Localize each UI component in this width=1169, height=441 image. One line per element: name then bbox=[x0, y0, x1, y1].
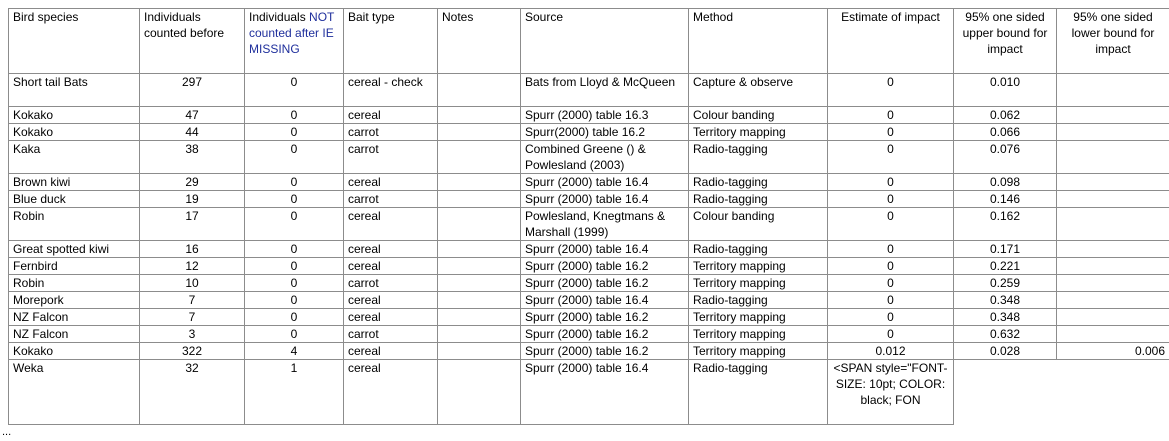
cell-estimate: 0 bbox=[828, 141, 954, 174]
cell-counted-before: 47 bbox=[140, 107, 245, 124]
cell-method: Territory mapping bbox=[689, 275, 828, 292]
cell-method: Territory mapping bbox=[689, 258, 828, 275]
cell-counted-before: 44 bbox=[140, 124, 245, 141]
cell-upper-bound: 0.098 bbox=[954, 174, 1057, 191]
header-upper-bound: 95% one sided upper bound for impact bbox=[954, 9, 1057, 74]
cell-species: NZ Falcon bbox=[9, 326, 140, 343]
cell-bait: cereal bbox=[344, 343, 438, 360]
cell-lower-bound bbox=[1057, 174, 1169, 191]
cell-lower-bound bbox=[1057, 191, 1169, 208]
cell-source: Combined Greene () & Powlesland (2003) bbox=[521, 141, 689, 174]
cell-lower-bound bbox=[1057, 326, 1169, 343]
cell-source: Powlesland, Knegtmans & Marshall (1999) bbox=[521, 208, 689, 241]
cell-upper-bound: 0.162 bbox=[954, 208, 1057, 241]
cell-not-counted: 0 bbox=[245, 309, 344, 326]
cell-species: Short tail Bats bbox=[9, 74, 140, 107]
cell-method: Radio-tagging bbox=[689, 360, 828, 425]
cell-lower-bound bbox=[1057, 74, 1169, 107]
cell-source: Spurr (2000) table 16.4 bbox=[521, 292, 689, 309]
cell-species: Kokako bbox=[9, 343, 140, 360]
table-row bbox=[9, 141, 1169, 174]
cell-method: Radio-tagging bbox=[689, 292, 828, 309]
cell-source: Spurr (2000) table 16.2 bbox=[521, 343, 689, 360]
cell-notes bbox=[438, 124, 521, 141]
cell-notes bbox=[438, 275, 521, 292]
cell-method: Colour banding bbox=[689, 107, 828, 124]
cell-bait: carrot bbox=[344, 141, 438, 174]
table-row bbox=[9, 174, 1169, 191]
cell-bait: cereal bbox=[344, 360, 438, 425]
cell-estimate: 0 bbox=[828, 241, 954, 258]
cell-notes bbox=[438, 292, 521, 309]
cell-estimate: 0 bbox=[828, 292, 954, 309]
table-row bbox=[9, 292, 1169, 309]
cell-species: Robin bbox=[9, 275, 140, 292]
cell-bait: cereal bbox=[344, 107, 438, 124]
cell-notes bbox=[438, 309, 521, 326]
cell-source: Spurr (2000) table 16.3 bbox=[521, 107, 689, 124]
header-estimate: Estimate of impact bbox=[828, 9, 954, 74]
cell-counted-before: 19 bbox=[140, 191, 245, 208]
cell-species: Blue duck bbox=[9, 191, 140, 208]
cell-method: Territory mapping bbox=[689, 326, 828, 343]
cell-lower-bound bbox=[1057, 107, 1169, 124]
cell-notes bbox=[438, 191, 521, 208]
cell-source: Spurr (2000) table 16.4 bbox=[521, 174, 689, 191]
cell-lower-bound bbox=[1057, 309, 1169, 326]
table-row bbox=[9, 326, 1169, 343]
cell-notes bbox=[438, 241, 521, 258]
header-source: Source bbox=[521, 9, 689, 74]
cell-not-counted: 0 bbox=[245, 107, 344, 124]
cell-notes bbox=[438, 141, 521, 174]
cell-upper-bound bbox=[954, 360, 1057, 425]
cell-lower-bound bbox=[1057, 292, 1169, 309]
cell-not-counted: 4 bbox=[245, 343, 344, 360]
cell-bait: carrot bbox=[344, 275, 438, 292]
cell-estimate: 0 bbox=[828, 174, 954, 191]
cell-upper-bound: 0.632 bbox=[954, 326, 1057, 343]
cell-bait: carrot bbox=[344, 124, 438, 141]
cell-counted-before: 12 bbox=[140, 258, 245, 275]
cell-upper-bound: 0.076 bbox=[954, 141, 1057, 174]
cell-bait: carrot bbox=[344, 326, 438, 343]
cell-lower-bound bbox=[1057, 258, 1169, 275]
cell-estimate: 0 bbox=[828, 258, 954, 275]
cell-estimate: 0 bbox=[828, 208, 954, 241]
table-row bbox=[9, 208, 1169, 241]
cell-species: Kokako bbox=[9, 107, 140, 124]
cell-method: Territory mapping bbox=[689, 309, 828, 326]
cell-source: Spurr (2000) table 16.2 bbox=[521, 326, 689, 343]
cell-counted-before: 17 bbox=[140, 208, 245, 241]
cell-lower-bound: 0.006 bbox=[1057, 343, 1169, 360]
cell-counted-before: 10 bbox=[140, 275, 245, 292]
cell-source: Spurr(2000) table 16.2 bbox=[521, 124, 689, 141]
cell-source: Spurr (2000) table 16.4 bbox=[521, 241, 689, 258]
cell-notes bbox=[438, 107, 521, 124]
cell-method: Radio-tagging bbox=[689, 174, 828, 191]
cell-lower-bound bbox=[1057, 124, 1169, 141]
cell-not-counted: 0 bbox=[245, 208, 344, 241]
cell-not-counted: 0 bbox=[245, 174, 344, 191]
cell-notes bbox=[438, 208, 521, 241]
cell-upper-bound: 0.146 bbox=[954, 191, 1057, 208]
cell-counted-before: 32 bbox=[140, 360, 245, 425]
cell-estimate: 0 bbox=[828, 275, 954, 292]
cell-not-counted: 0 bbox=[245, 326, 344, 343]
cell-source: Spurr (2000) table 16.2 bbox=[521, 275, 689, 292]
cell-upper-bound: 0.221 bbox=[954, 258, 1057, 275]
cell-source: Bats from Lloyd & McQueen bbox=[521, 74, 689, 107]
footer-ellipsis: ... bbox=[2, 426, 12, 438]
cell-not-counted: 0 bbox=[245, 124, 344, 141]
cell-method: Radio-tagging bbox=[689, 241, 828, 258]
header-not-counted-prefix: Individuals bbox=[249, 10, 310, 24]
cell-counted-before: 7 bbox=[140, 292, 245, 309]
cell-counted-before: 29 bbox=[140, 174, 245, 191]
cell-species: Fernbird bbox=[9, 258, 140, 275]
cell-notes bbox=[438, 74, 521, 107]
cell-not-counted: 0 bbox=[245, 191, 344, 208]
table-row bbox=[9, 343, 1169, 360]
cell-not-counted: 0 bbox=[245, 74, 344, 107]
cell-source: Spurr (2000) table 16.4 bbox=[521, 360, 689, 425]
table-row bbox=[9, 124, 1169, 141]
cell-method: Colour banding bbox=[689, 208, 828, 241]
cell-not-counted: 0 bbox=[245, 258, 344, 275]
cell-notes bbox=[438, 343, 521, 360]
cell-estimate: 0 bbox=[828, 74, 954, 107]
cell-source: Spurr (2000) table 16.2 bbox=[521, 258, 689, 275]
header-species: Bird species bbox=[9, 9, 140, 74]
cell-method: Territory mapping bbox=[689, 343, 828, 360]
cell-method: Capture & observe bbox=[689, 74, 828, 107]
cell-not-counted: 0 bbox=[245, 241, 344, 258]
cell-species: Kokako bbox=[9, 124, 140, 141]
cell-counted-before: 38 bbox=[140, 141, 245, 174]
cell-lower-bound bbox=[1057, 360, 1169, 425]
header-row bbox=[9, 9, 1169, 74]
cell-lower-bound bbox=[1057, 208, 1169, 241]
cell-species: Great spotted kiwi bbox=[9, 241, 140, 258]
cell-source: Spurr (2000) table 16.4 bbox=[521, 191, 689, 208]
cell-method: Radio-tagging bbox=[689, 191, 828, 208]
cell-notes bbox=[438, 174, 521, 191]
cell-counted-before: 16 bbox=[140, 241, 245, 258]
cell-counted-before: 322 bbox=[140, 343, 245, 360]
cell-counted-before: 3 bbox=[140, 326, 245, 343]
cell-lower-bound bbox=[1057, 241, 1169, 258]
table-body bbox=[9, 9, 1169, 425]
header-lower-bound: 95% one sided lower bound for impact bbox=[1057, 9, 1169, 74]
table-row bbox=[9, 241, 1169, 258]
cell-bait: cereal - check bbox=[344, 74, 438, 107]
table-row bbox=[9, 258, 1169, 275]
cell-bait: cereal bbox=[344, 292, 438, 309]
cell-species: Kaka bbox=[9, 141, 140, 174]
cell-bait: cereal bbox=[344, 309, 438, 326]
cell-bait: carrot bbox=[344, 191, 438, 208]
cell-upper-bound: 0.259 bbox=[954, 275, 1057, 292]
cell-method: Territory mapping bbox=[689, 124, 828, 141]
header-not-counted bbox=[245, 9, 344, 74]
table-row bbox=[9, 191, 1169, 208]
table-row bbox=[9, 360, 1169, 425]
bird-impact-table bbox=[8, 8, 1169, 425]
header-method: Method bbox=[689, 9, 828, 74]
header-counted-before: Individuals counted before bbox=[140, 9, 245, 74]
cell-bait: cereal bbox=[344, 258, 438, 275]
table-row bbox=[9, 74, 1169, 107]
cell-upper-bound: 0.348 bbox=[954, 309, 1057, 326]
cell-species: Morepork bbox=[9, 292, 140, 309]
cell-not-counted: 0 bbox=[245, 275, 344, 292]
header-bait: Bait type bbox=[344, 9, 438, 74]
cell-lower-bound bbox=[1057, 141, 1169, 174]
cell-upper-bound: 0.171 bbox=[954, 241, 1057, 258]
cell-species: NZ Falcon bbox=[9, 309, 140, 326]
cell-species: Robin bbox=[9, 208, 140, 241]
cell-upper-bound: 0.066 bbox=[954, 124, 1057, 141]
cell-source: Spurr (2000) table 16.2 bbox=[521, 309, 689, 326]
cell-method: Radio-tagging bbox=[689, 141, 828, 174]
cell-estimate: 0 bbox=[828, 107, 954, 124]
table-row bbox=[9, 275, 1169, 292]
cell-bait: cereal bbox=[344, 174, 438, 191]
cell-bait: cereal bbox=[344, 241, 438, 258]
cell-lower-bound bbox=[1057, 275, 1169, 292]
cell-estimate: 0 bbox=[828, 191, 954, 208]
cell-estimate: 0.012 bbox=[828, 343, 954, 360]
cell-not-counted: 1 bbox=[245, 360, 344, 425]
cell-not-counted: 0 bbox=[245, 141, 344, 174]
cell-estimate: 0 bbox=[828, 124, 954, 141]
cell-notes bbox=[438, 326, 521, 343]
cell-counted-before: 7 bbox=[140, 309, 245, 326]
cell-upper-bound: 0.348 bbox=[954, 292, 1057, 309]
cell-estimate: <SPAN style="FONT-SIZE: 10pt; COLOR: black; FON bbox=[828, 360, 954, 425]
cell-counted-before: 297 bbox=[140, 74, 245, 107]
cell-upper-bound: 0.028 bbox=[954, 343, 1057, 360]
cell-estimate: 0 bbox=[828, 309, 954, 326]
cell-bait: cereal bbox=[344, 208, 438, 241]
cell-upper-bound: 0.062 bbox=[954, 107, 1057, 124]
table-row bbox=[9, 107, 1169, 124]
header-notes: Notes bbox=[438, 9, 521, 74]
table-row bbox=[9, 309, 1169, 326]
cell-species: Weka bbox=[9, 360, 140, 425]
cell-estimate: 0 bbox=[828, 326, 954, 343]
cell-notes bbox=[438, 360, 521, 425]
cell-upper-bound: 0.010 bbox=[954, 74, 1057, 107]
cell-notes bbox=[438, 258, 521, 275]
cell-not-counted: 0 bbox=[245, 292, 344, 309]
header-not-counted-missing: NOT counted after IE MISSING bbox=[249, 10, 335, 56]
cell-species: Brown kiwi bbox=[9, 174, 140, 191]
